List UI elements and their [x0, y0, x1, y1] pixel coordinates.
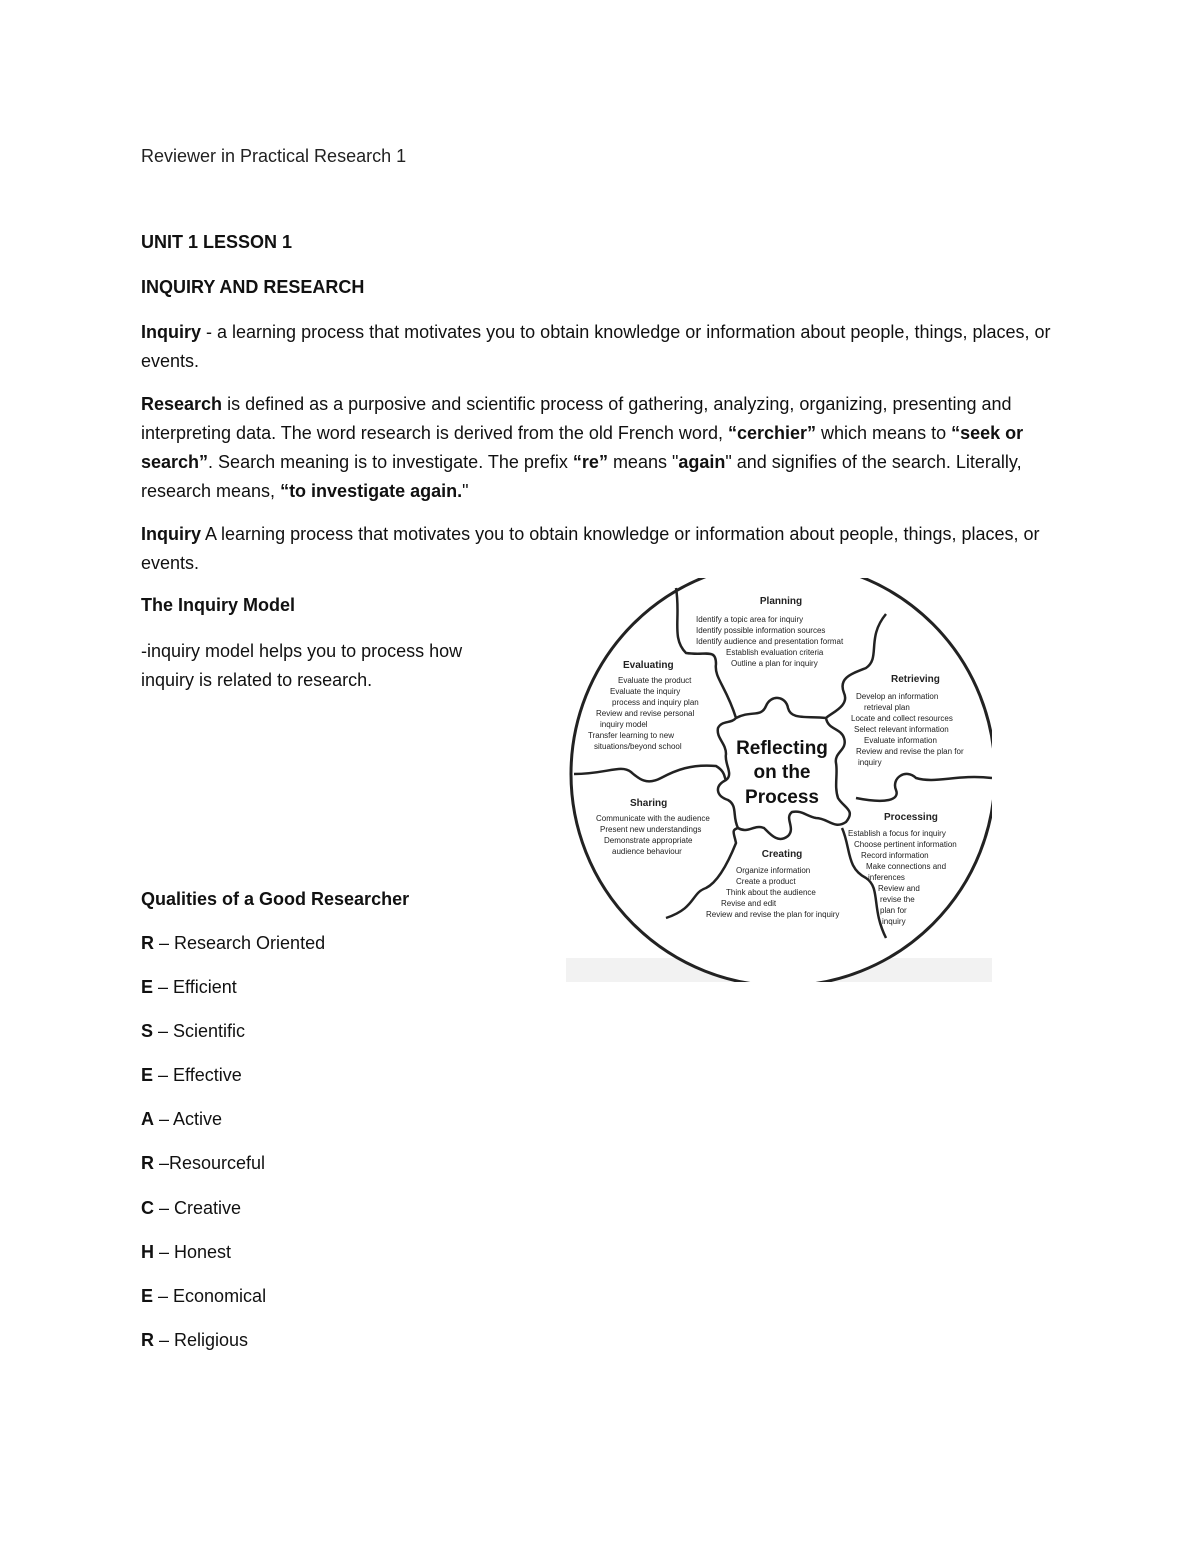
quality-text: –Resourceful — [154, 1153, 266, 1173]
inquiry-model-text: -inquiry model helps you to process how — [141, 641, 463, 661]
retrieving-item: inquiry — [858, 758, 882, 767]
retrieving-item: Evaluate information — [864, 736, 937, 745]
quality-item — [141, 1106, 222, 1132]
diagram-center-text: on the — [753, 762, 811, 783]
processing-item: Review and — [878, 884, 920, 893]
sharing-item: Demonstrate appropriate — [604, 836, 693, 845]
sharing-title: Sharing — [630, 798, 668, 809]
creating-item: Think about the audience — [726, 888, 816, 897]
evaluating-item: inquiry model — [600, 720, 648, 729]
quality-item — [141, 1062, 242, 1088]
quality-item — [141, 1195, 241, 1221]
research-keyword: again — [678, 452, 726, 472]
quality-text: – Scientific — [153, 1021, 246, 1041]
processing-item: plan for — [880, 906, 907, 915]
quality-item — [141, 930, 325, 956]
retrieving-item: retrieval plan — [864, 703, 910, 712]
quality-letter: R — [141, 1330, 154, 1350]
quality-text: – Honest — [154, 1242, 232, 1262]
evaluating-item: Evaluate the inquiry — [610, 687, 681, 696]
creating-title: Creating — [761, 849, 803, 860]
processing-item: inquiry — [882, 917, 906, 926]
quality-letter: A — [141, 1109, 154, 1129]
planning-item: Outline a plan for inquiry — [731, 659, 818, 668]
inquiry-text: A learning process that motivates you to obtain knowledge or information about people, things, places, or events. — [141, 524, 1040, 573]
diagram-center-text: Process — [745, 787, 819, 808]
processing-title: Processing — [884, 812, 938, 823]
research-keyword: “to investigate again. — [280, 481, 463, 501]
inquiry-text: - a learning process that motivates you to obtain knowledge or information about people, things, places, or events. — [141, 322, 1051, 371]
quality-text: – Creative — [154, 1198, 242, 1218]
planning-item: Establish evaluation criteria — [726, 648, 824, 657]
quality-text: – Efficient — [153, 977, 237, 997]
evaluating-item: Review and revise personal — [596, 709, 695, 718]
evaluating-item: process and inquiry plan — [612, 698, 699, 707]
inquiry-model-diagram — [566, 578, 992, 982]
planning-item: Identify a topic area for inquiry — [696, 615, 804, 624]
quality-item — [141, 1327, 248, 1353]
evaluating-title: Evaluating — [623, 660, 674, 671]
section-heading: INQUIRY AND RESEARCH — [141, 277, 365, 297]
research-keyword: “re” — [572, 452, 608, 472]
quality-item — [141, 1283, 266, 1309]
quality-item — [141, 1150, 265, 1176]
inquiry-model-heading: The Inquiry Model — [141, 595, 296, 615]
inquiry-definition-2 — [141, 520, 1066, 578]
retrieving-item: Locate and collect resources — [851, 714, 953, 723]
inquiry-term: Inquiry — [141, 524, 202, 544]
inquiry-term: Inquiry — [141, 322, 202, 342]
processing-item: Choose pertinent information — [854, 840, 957, 849]
quality-letter: S — [141, 1021, 154, 1041]
qualities-heading: Qualities of a Good Researcher — [141, 889, 410, 909]
evaluating-item: situations/beyond school — [594, 742, 682, 751]
quality-letter: E — [141, 1065, 154, 1085]
creating-item: Create a product — [736, 877, 796, 886]
sharing-item: Present new understandings — [600, 825, 702, 834]
document-title: Reviewer in Practical Research 1 — [141, 146, 407, 166]
inquiry-definition-1 — [141, 318, 1061, 376]
inquiry-model-text: inquiry is related to research. — [141, 670, 373, 690]
retrieving-item: Select relevant information — [854, 725, 949, 734]
research-text: means " — [607, 452, 679, 472]
research-text: " and signifies of the search. Literally, research means, — [141, 452, 1022, 501]
planning-item: Identify possible information sources — [696, 626, 826, 635]
quality-letter: H — [141, 1242, 154, 1262]
sharing-item: audience behaviour — [612, 847, 682, 856]
processing-item: Establish a focus for inquiry — [848, 829, 946, 838]
quality-item — [141, 974, 237, 1000]
quality-text: – Economical — [153, 1286, 267, 1306]
diagram-center-text: Reflecting — [736, 738, 828, 759]
quality-letter: C — [141, 1198, 154, 1218]
processing-item: revise the — [880, 895, 915, 904]
sharing-item: Communicate with the audience — [596, 814, 710, 823]
research-text: " — [462, 481, 469, 501]
retrieving-item: Review and revise the plan for — [856, 747, 964, 756]
evaluating-item: Evaluate the product — [618, 676, 692, 685]
processing-item: inferences — [868, 873, 905, 882]
research-text: which means to — [816, 423, 952, 443]
creating-item: Review and revise the plan for inquiry — [706, 910, 840, 919]
unit-heading: UNIT 1 LESSON 1 — [141, 232, 293, 252]
quality-item — [141, 1239, 231, 1265]
quality-letter: E — [141, 1286, 154, 1306]
quality-text: – Research Oriented — [154, 933, 326, 953]
processing-item: Record information — [861, 851, 929, 860]
quality-text: – Religious — [154, 1330, 249, 1350]
evaluating-item: Transfer learning to new — [588, 731, 674, 740]
research-keyword: “cerchier” — [727, 423, 817, 443]
research-text: is defined as a purposive and scientific process of gathering, analyzing, organizing, presenting and interpreting data. The word research is derived from the old French word, — [141, 394, 1012, 443]
quality-letter: R — [141, 933, 154, 953]
creating-item: Revise and edit — [721, 899, 777, 908]
quality-text: – Effective — [153, 1065, 242, 1085]
quality-text: – Active — [154, 1109, 223, 1129]
processing-item: Make connections and — [866, 862, 947, 871]
research-definition — [141, 390, 1066, 506]
research-text: . Search meaning is to investigate. The prefix — [208, 452, 573, 472]
research-term: Research — [141, 394, 223, 414]
planning-item: Identify audience and presentation format — [696, 637, 844, 646]
quality-letter: R — [141, 1153, 154, 1173]
research-keyword: “seek or search” — [141, 423, 1024, 472]
retrieving-item: Develop an information — [856, 692, 939, 701]
planning-title: Planning — [759, 596, 803, 607]
retrieving-title: Retrieving — [891, 674, 940, 685]
quality-item — [141, 1018, 245, 1044]
creating-item: Organize information — [736, 866, 811, 875]
quality-letter: E — [141, 977, 154, 997]
